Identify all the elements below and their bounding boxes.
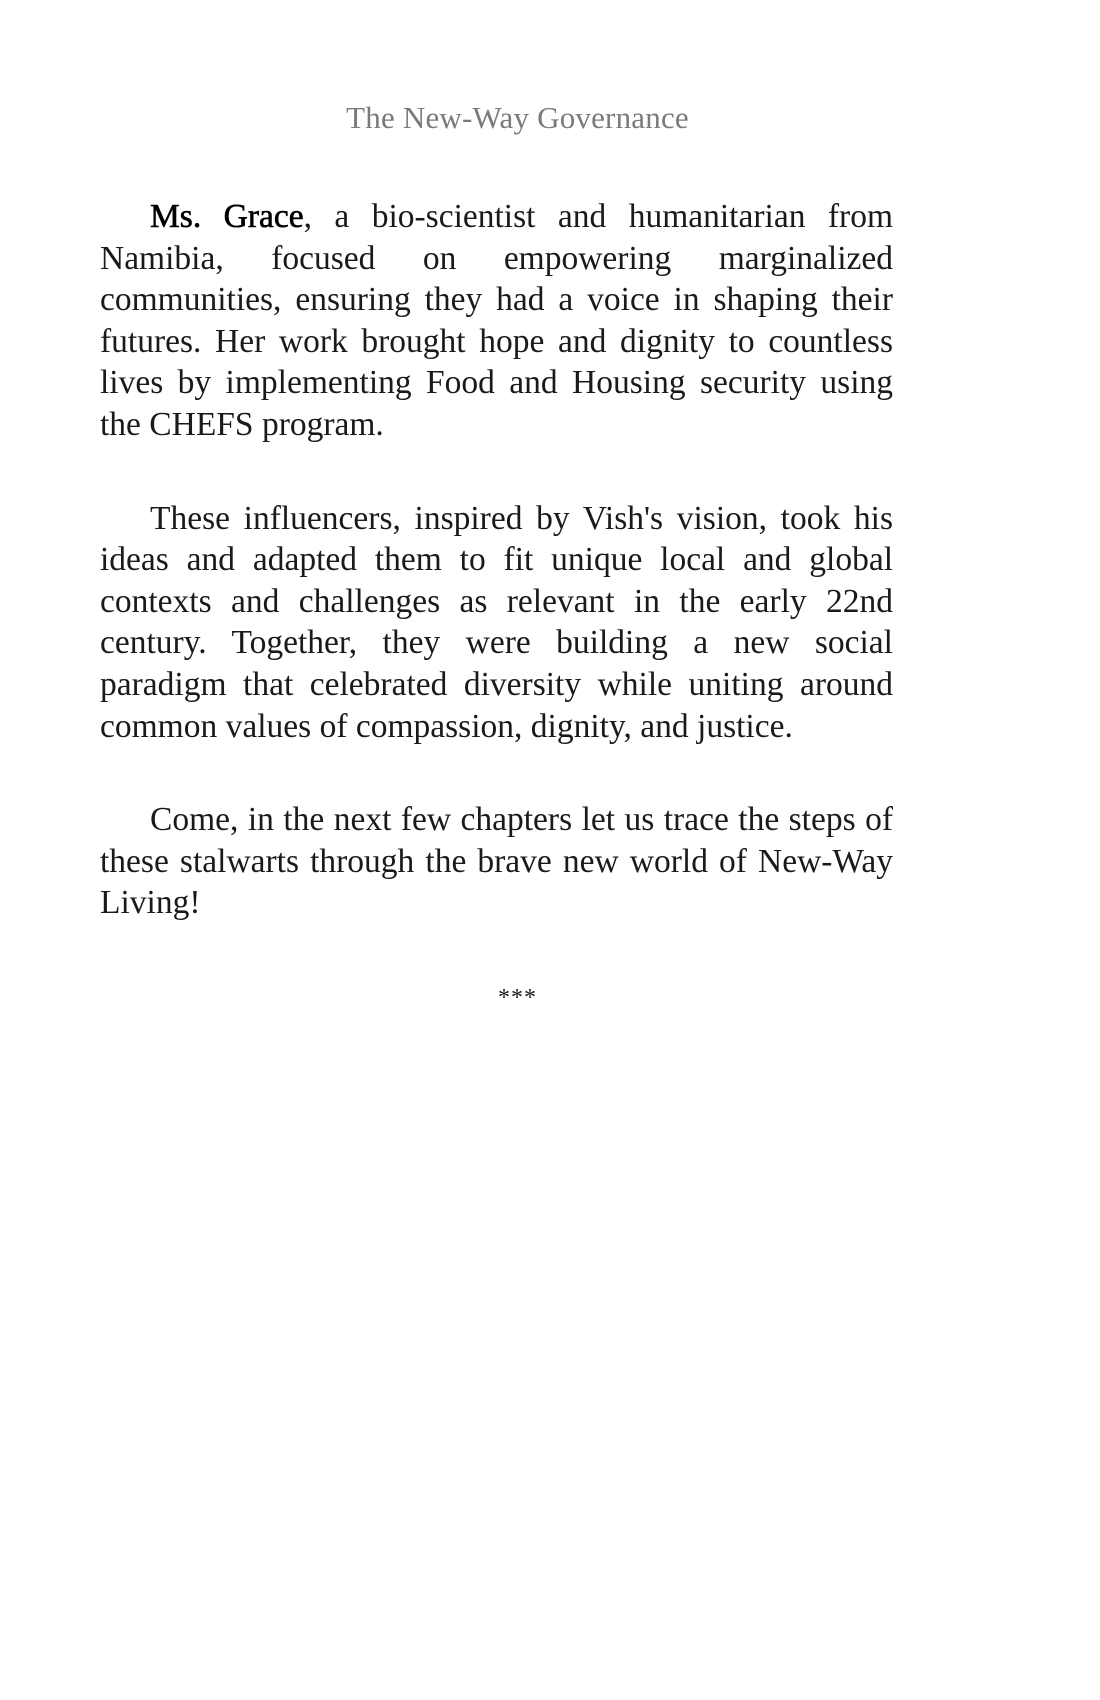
scene-break: *** (498, 985, 537, 1011)
paragraph-grace-text: , a bio-scientist and humanitarian from Namibia, focused on empowering marginalized communities, ensuring they had a voice in shaping their futures. Her work brought hope and dignity to countless lives by implementing Food and Housing security using the CHEFS program. (100, 198, 893, 443)
body-text (100, 196, 893, 976)
paragraph-influencers-text: These influencers, inspired by Vish's vision, took his ideas and adapted them to fit unique local and global contexts and challenges as relevant in the early 22nd century. Together, they were building a new social paradigm that celebrated diversity while uniting around common values of compassion, dignity, and justice. (100, 499, 893, 745)
paragraph-grace (100, 196, 893, 446)
paragraph-influencers (100, 498, 893, 748)
running-header: The New-Way Governance (346, 100, 689, 135)
paragraph-next-chapters (100, 799, 893, 924)
person-name-grace: Ms. Grace (150, 198, 304, 235)
paragraph-next-chapters-text: Come, in the next few chapters let us trace the steps of these stalwarts through the brave new world of New-Way Living! (100, 801, 893, 922)
